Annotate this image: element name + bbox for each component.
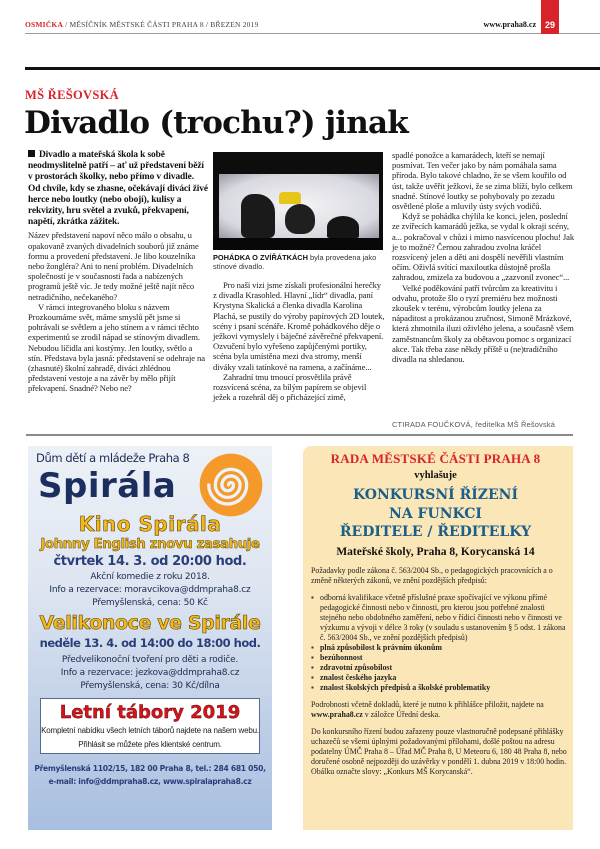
ad-organization: Dům dětí a mládeže Praha 8 [36, 451, 190, 465]
article-column-1 [28, 150, 208, 394]
caption-bold: POHÁDKA O ZVÍŘÁTKÁCH [213, 253, 308, 262]
tender-body [311, 566, 569, 784]
summer-camps-text: Přihlásit se můžete přes klientské centrum. [78, 740, 222, 749]
tender-title-line: KONKURSNÍ ŘÍZENÍ [352, 487, 519, 503]
ground-shadow [213, 238, 383, 250]
summer-camps-title: Letní tábory 2019 [59, 702, 241, 723]
summer-camps-text: Kompletní nabídku všech letních táborů najdete na našem webu. [41, 726, 259, 735]
paragraph: Název představení napoví něco málo o obsahu, u opakovaně zvaných divadelních souborů již známe formu a provedení představení. Je libo kouzelníka nebo žongléra? Ani to není problém. Divadelních společností je v současnosti řada a nabízených programů ještě víc. Je tedy možné ještě najít něco netradičního, nečekaného? [28, 230, 199, 302]
details-paragraph [311, 700, 569, 720]
film-price: Přemyšlenská, cena: 50 Kč [92, 598, 208, 608]
ad-contact [28, 762, 272, 788]
film-reservation-email[interactable]: Info a rezervace: moravcikova@ddmpraha8.cz [49, 585, 251, 595]
paragraph: V rámci integrovaného bloku s názvem Prozkoumáme svět, máme smyslů pět jsme si pohrávali se světlem a jeho stínem a v rámci těchto experimentů se zrodil nápad se stínovým divadlem. Nebudou líčidla ani kostýmy. Jen loutky, světlo a stín. Představa byla jasná: představení se odehraje na (zhasnuté) školní zahradě, diváci zhlédnou představení vestoje a na závěr by mělo přijít překvapení. Snadné? Nebo ne? [28, 301, 205, 394]
paragraph: Velké poděkování patří tvůrcům za kreativitu i odvahu, protože šlo o ryzí premiéru bez možnosti zkoušek v terénu, výrobcům loutky jelena za nápaditost a prokázanou zručnost, Simoně Mrázkové, která zhmotnila iluzi oživlého jelena, a současně všem zaměstnancům školy za obětavou pomoc s organizací akce. Tak třeba zase někdy příště u (ne)tradičního divadla na shledanou. [392, 282, 574, 365]
spirala-advertisement [28, 446, 272, 830]
easter-price: Přemyšlenská, cena: 30 Kč/dílna [80, 681, 220, 691]
film-title: Johnny English znovu zasahuje [40, 536, 260, 552]
photo-caption [213, 253, 383, 272]
tender-title-line: NA FUNKCI [389, 505, 482, 522]
paragraph: Pro naši vizi jsme získali profesionální herečky z divadla Krasohled. Hlavní „lídr“ divadla, paní Krystyna Skalická a členka divadla Karolina Plachá, se pustily do výroby papírových 2D loutek, scény i psaní scénáře. Kromě pohádkového děje o ježkovi vymyslely i báječné závěrečné překvapení. Ozvučení bylo vyřešeno zapůjčenými portiky, scéna byla umístěna mezi dva stromy, menší diváky vzali tatínkové na ramena, a začínáme... [213, 280, 385, 372]
easter-title: Velikonoce ve Spirále [39, 612, 261, 634]
spirala-logo-text: Spirála [38, 466, 177, 506]
easter-date: neděle 13. 4. od 14:00 do 18:00 hod. [39, 636, 261, 650]
ad-address: Přemyšlenská 1102/15, 182 00 Praha 8, tel.: 284 681 050, [34, 764, 266, 773]
requirement-item: ▪ odborná kvalifikace včetně příslušné praxe spočívající ve výkonu přímé pedagogické činnosti nebo v činnosti, pro kterou jsou potřebné znalosti stejného nebo obdobného zaměření, nebo v řídicí činnosti nebo v činnosti ve výzkumu a vývoji v délce 3 roky (v souladu s ustanovením § 5 odst. 1 zákona č. 563/2004 Sb., ve znění pozdějších předpisů) [311, 593, 569, 643]
requirements-intro: Požadavky podle zákona č. 563/2004 Sb., o pedagogických pracovnících a o změně některých zákonů, ve znění pozdějších předpisů: [311, 566, 553, 585]
section-divider [26, 434, 573, 436]
details-text: v záložce Úřední deska. [362, 710, 441, 719]
requirement-item: ▪ bezúhonnost [311, 653, 569, 663]
article-column-2 [213, 280, 385, 402]
caption-text: byla provedena jako stínové divadlo. [213, 253, 377, 272]
wolf-puppet-silhouette [241, 194, 275, 238]
publication-subtitle: / MĚSÍČNÍK MĚSTSKÉ ČÁSTI PRAHA 8 / BŘEZEN 2019 [63, 20, 259, 29]
requirement-item: ▪ znalost školských předpisů a školské problematiky [311, 683, 569, 693]
easter-reservation-email[interactable]: Info a rezervace: jezkova@ddmpraha8.cz [60, 668, 240, 678]
details-text: Podrobnosti včetně dokladů, které je nutno k přihlášce přiložit, najdete na [311, 700, 544, 709]
article-kicker: MŠ ŘEŠOVSKÁ [25, 88, 119, 102]
website-link[interactable]: www.praha8.cz [483, 20, 536, 29]
article-lead [28, 150, 208, 228]
hedgehog-puppet-silhouette [327, 216, 359, 238]
paragraph: Zahradní tmu tmoucí prosvětlila právě rozsvícená scéna, za bílým papírem se objevil ježek a rozehrál děj o přicházející zimě, [213, 371, 367, 403]
paragraph: Když se pohádka chýlila ke konci, jelen, poslední ze zvířecích kamarádů ježka, se vydal k okraji scény, a... pokračoval v chůzi i mimo nasvícenou plochu! Jak je to možné? Černou zahradou zvolna kráčel rozsvícený jelen a děti ani dospělí nevěřili vlastním očím. Oživlá svítící maxiloutka důstojně prošla zahradou, zmizela za budovou a „zazvonil zvonec“... [392, 211, 575, 283]
crown-puppet [279, 192, 301, 204]
article-signature: CTIRADA FOUČKOVÁ, ředitelka MŠ Řešovská [392, 420, 556, 429]
top-rule-divider [25, 67, 600, 70]
requirement-item: ▪ plná způsobilost k právním úkonům [311, 643, 569, 653]
summer-camps-box [40, 698, 260, 754]
tender-announcement [303, 446, 573, 830]
tender-title [303, 486, 568, 542]
ad-email-web[interactable]: e-mail: info@ddmpraha8.cz, www.spiralapraha8.cz [48, 777, 252, 786]
film-date: čtvrtek 14. 3. od 20:00 hod. [53, 554, 247, 569]
film-info-line: Akční komedie z roku 2018. [90, 572, 210, 582]
easter-info-line: Předvelikonoční tvoření pro děti a rodiče. [61, 655, 239, 665]
page-number: 29 [541, 0, 559, 34]
tender-title-line: ŘEDITELE / ŘEDITELKY [339, 524, 532, 540]
paragraph: spadlé ponožce a kamarádech, kteří se nemají posmívat. Ten večer jako by nám pomáhala sama příroda. Bylo takové chladno, že se všem kouřilo od úst, takže uvěřit ježkovi, že se zima blíží, bylo celkem snadné. Stínové loutky se pohybovaly po zezadu osvětlené ploše a mluvily ústy svých vodičů. [392, 150, 573, 212]
council-heading: RADA MĚSTSKÉ ČÁSTI PRAHA 8 [330, 451, 541, 466]
article-title: Divadlo (trochu?) jinak [24, 105, 408, 141]
publication-line [25, 20, 259, 29]
requirement-item: ▪ znalost českého jazyka [311, 673, 569, 683]
shadow-theatre-photo [213, 152, 383, 250]
spiral-logo-icon [198, 452, 264, 518]
requirements-list [311, 593, 569, 693]
brand-name: OSMIČKA [25, 20, 64, 29]
details-link[interactable]: www.praha8.cz [311, 710, 363, 719]
school-name: Mateřské školy, Praha 8, Korycanská 14 [336, 546, 535, 558]
lead-text: Divadlo a mateřská škola k sobě neodmyslitelně patří – ať už představení běží v prostorách školky, nebo přímo v divadle. Od chvíle, kdy se zhasne, očekávají diváci živé herce nebo loutky (nebo obojí), kulisy a rekvizity, hru světel a zvuků, překvapení, napětí, zkrátka zážitek. [28, 150, 208, 228]
announces-label: vyhlašuje [414, 470, 457, 481]
bird-puppet-silhouette [285, 204, 315, 234]
requirement-item: ▪ zdravotní způsobilost [311, 663, 569, 673]
page-header [25, 0, 600, 34]
submission-paragraph: Do konkursního řízení budou zařazeny pouze vlastnoručně podepsané přihlášky uchazečů se všemi úplnými požadovanými přílohami, došlé poštou na adresu podatelny ÚMČ Praha 8 – Úřad MČ Praha 8, U Meteoru 6, 180 48 Praha 8, nebo doručené osobně nejpozději do uzávěrky v pondělí 1. dubna 2019 v 18:00 hodin. Obálku označte slovy: „Konkurs MŠ Korycanská“. [311, 727, 567, 776]
square-bullet-icon [28, 150, 35, 157]
article-column-3 [392, 150, 576, 364]
kino-title: Kino Spirála [78, 512, 222, 536]
